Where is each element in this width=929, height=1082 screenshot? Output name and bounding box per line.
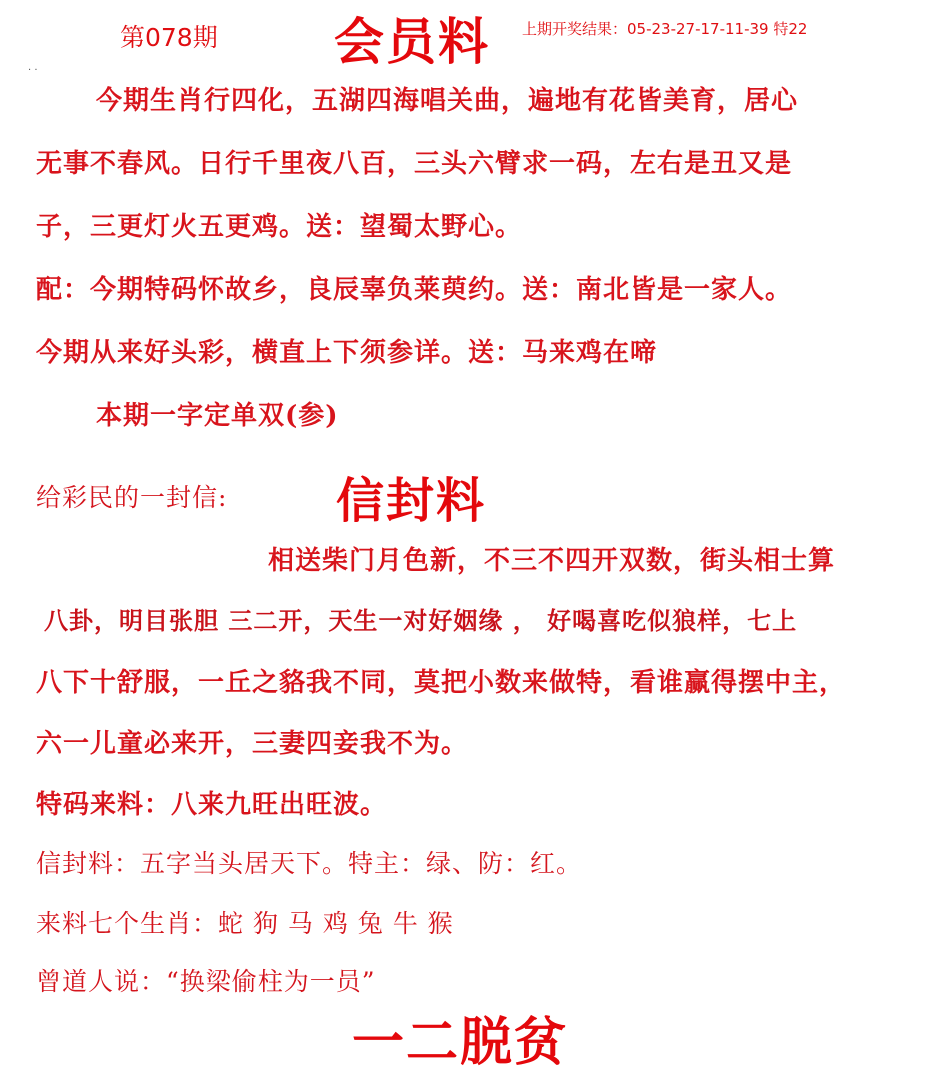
letter-line: 相送柴门月色新，不三不四开双数，街头相士算 <box>268 546 836 576</box>
special-code-note: 特码来料：八来九旺出旺波。 <box>36 790 388 820</box>
letter-line: 六一儿童必来开，三妻四妾我不为。 <box>36 729 469 759</box>
poem-line: 配：今期特码怀故乡，良辰辜负莱萸约。送：南北皆是一家人。 <box>36 275 793 305</box>
footer-title: 一二脱贫 <box>352 1012 569 1073</box>
poem-line: 无事不春风。日行千里夜八百，三头六臂求一码，左右是丑又是 <box>36 149 793 179</box>
poem-line: 今期生肖行四化，五湖四海唱关曲，遍地有花皆美育，居心 <box>96 86 799 116</box>
poem-line: 今期从来好头彩，横直上下须参详。送：马来鸡在啼 <box>36 338 658 368</box>
envelope-note: 信封料：五字当头居天下。特主：绿、防：红。 <box>36 849 583 878</box>
letter-line: 八下十舒服，一丘之貉我不同，莫把小数来做特，看谁赢得摆中主， <box>36 668 847 698</box>
decorative-dots: . . <box>28 62 38 73</box>
letter-title: 信封料 <box>336 473 487 529</box>
poem-line: 本期一字定单双(参) <box>96 401 339 431</box>
last-draw-result: 上期开奖结果：05-23-27-17-11-39 特22 <box>522 20 808 38</box>
letter-intro: 给彩民的一封信: <box>36 483 228 512</box>
poem-line: 子，三更灯火五更鸡。送：望蜀太野心。 <box>36 212 523 242</box>
saying-note: 曾道人说：“换梁偷柱为一员” <box>36 967 376 996</box>
zodiac-note: 来料七个生肖：蛇 狗 马 鸡 兔 牛 猴 <box>36 909 454 938</box>
page-title: 会员料 <box>334 12 490 71</box>
issue-number: 第078期 <box>120 23 218 52</box>
letter-line: 八卦，明目张胆 三二开，天生一对好姻缘 ， 好喝喜吃似狼样，七上 <box>44 606 798 635</box>
